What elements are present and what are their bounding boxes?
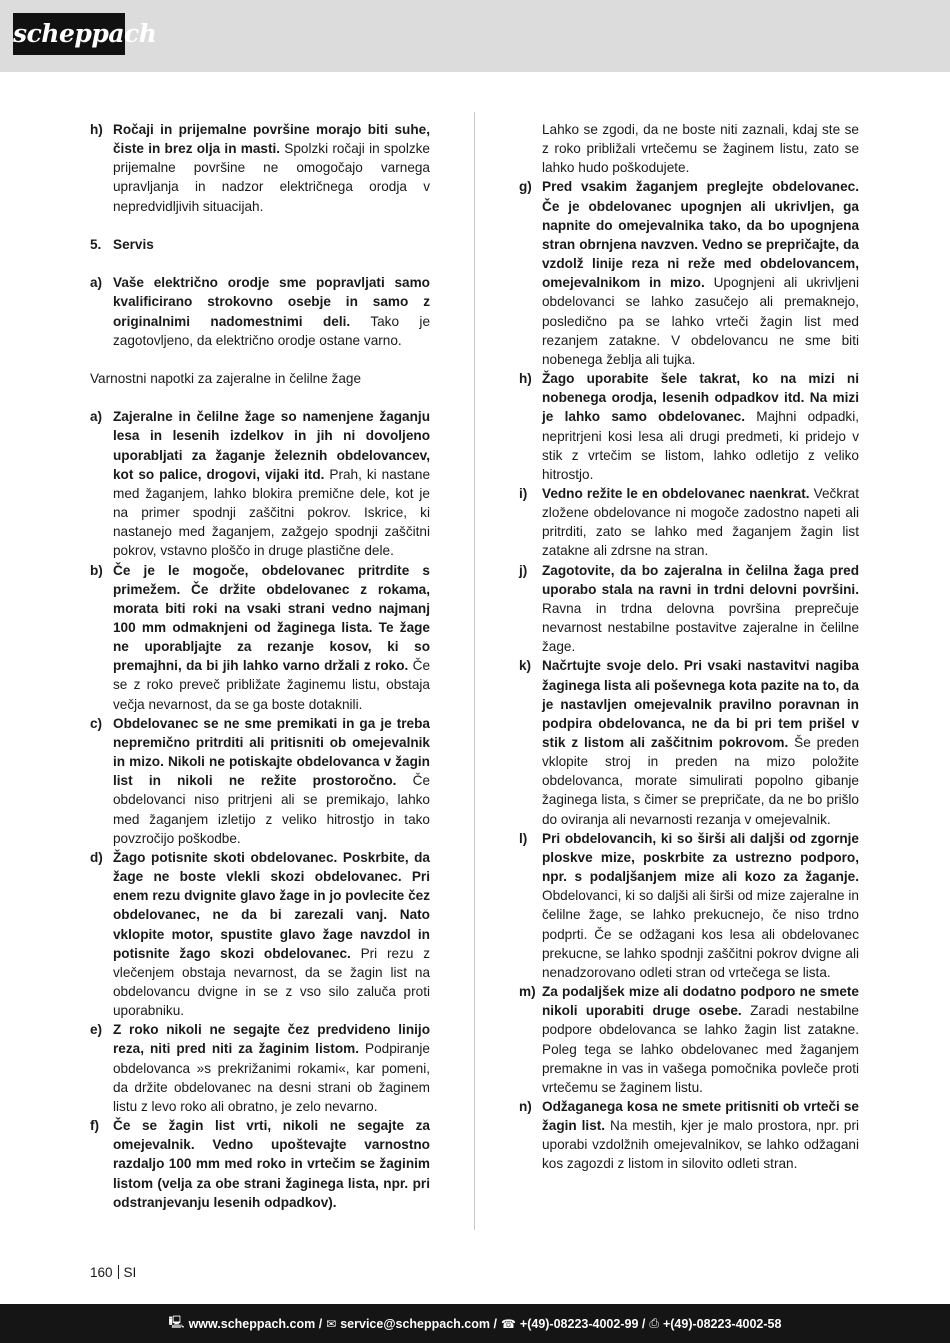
- continued-text: Lahko se zgodi, da ne boste niti zaznali, kdaj ste se z roko približali vrtečemu se žaginem listu, zato se lahko hudo poškodujete.: [542, 122, 859, 176]
- item-body: Na mestih, kjer je malo prostora, npr. pri uporabi vzdolžnih omejevalnikov, se lahko odžagani kos zagozdi z listom in silovito odleti stran.: [542, 1118, 859, 1172]
- item-text: [113, 1020, 430, 1116]
- brand-logo: scheppach: [13, 13, 125, 55]
- list-item: [519, 484, 859, 561]
- footer-web[interactable]: www.scheppach.com /: [188, 1316, 323, 1331]
- item-bold: Ročaji in prijemalne površine morajo biti suhe, čiste in brez olja in masti.: [113, 122, 430, 157]
- item-label: a): [90, 409, 103, 425]
- item-bold: Zagotovite, da bo zajeralna in čelilna žaga pred uporabo stala na ravni in trdni delovni površini.: [542, 562, 859, 597]
- footer-mail[interactable]: service@scheppach.com /: [340, 1316, 497, 1331]
- item-body: Tako je zagotovljeno, da električno orodje ostane varno.: [113, 313, 431, 348]
- item-bold: Če se žagin list vrti, nikoli ne segajte za omejevalnik. Vedno upoštevajte varnostno razdaljo 100 mm med roko in vrtečim se žaginim listom (velja za obe strani žaginega lista, npr. pri odstranjevanju lesenih odpadkov).: [113, 1118, 430, 1210]
- section-heading: [90, 235, 430, 254]
- section-number: 5.: [90, 236, 102, 252]
- left-column: [90, 120, 430, 1212]
- item-label: n): [519, 1098, 532, 1114]
- list-item: [519, 1097, 859, 1174]
- right-column: [519, 120, 859, 1174]
- item-bold: Vedno režite le en obdelovanec naenkrat.: [542, 485, 810, 501]
- item-label: l): [519, 830, 528, 846]
- item-bold: Načrtujte svoje delo. Pri vsaki nastavitvi nagiba žaginega lista ali poševnega kota pazite na to, da je nastavljen omejevalnik pravilno poravnan in podpira obdelovanca, ne da bi pri tem prišel v stik z listom ali zaščitnim pokrovom.: [542, 658, 859, 750]
- item-text: [542, 561, 859, 657]
- item-bold: Pri obdelovancih, ki so širši ali daljši od zgornje ploskve mize, poskrbite za ustrezno podporo, npr. s podaljšanjem mize ali kozo za žaganje.: [542, 830, 859, 885]
- item-body: Če se z roko preveč približate žaginemu listu, obstaja večja nevarnost, da se ga boste dotaknili.: [113, 658, 431, 712]
- item-text: [113, 407, 430, 560]
- item-text: [542, 1097, 859, 1174]
- item-label: c): [90, 715, 103, 731]
- list-item: [90, 407, 430, 560]
- footer-bar: [0, 1304, 950, 1343]
- item-bold: Za podaljšek mize ali dodatno podporo ne smete nikoli uporabiti druge osebe.: [542, 984, 859, 1019]
- list-item: [519, 369, 859, 484]
- item-body: Zaradi nestabilne podpore obdelovanca se lahko žagin list zatakne. Poleg tega se lahko obdelovanec med žaganjem premakne in vas in vašega pomočnika povleče proti vrtečemu se žaginem listu.: [542, 1003, 859, 1095]
- subsection-heading: Varnostni napotki za zajeralne in čelilne žage: [90, 370, 362, 386]
- item-bold: Žago potisnite skoti obdelovanec. Poskrbite, da žage ne boste vlekli skozi obdelovanec. Pri enem rezu dvignite glavo žage in jo povlecite čez obdelovanec, ne da bi zarezali vanj. Nato vklopite motor, spustite glavo žage navzdol in potisnite žago skozi obdelovanec.: [113, 849, 430, 961]
- item-text: [113, 120, 430, 216]
- item-text: [542, 656, 859, 828]
- header-band: [0, 0, 950, 72]
- list-item: [90, 848, 430, 1020]
- item-label: h): [90, 122, 103, 137]
- item-text: [113, 714, 430, 848]
- item-text: [542, 829, 859, 982]
- item-text: [542, 484, 859, 561]
- item-body: Pri rezu z vlečenjem obstaja nevarnost, da se žagin list na obdelovancu dvigne in se z vso silo zaluča proti uporabniku.: [113, 945, 430, 1019]
- item-label: h): [519, 371, 532, 387]
- item-label: f): [90, 1118, 100, 1134]
- list-item: [519, 177, 859, 369]
- item-text: [542, 369, 859, 484]
- footer-fax: +(49)-08223-4002-58: [662, 1316, 782, 1331]
- item-text: [542, 982, 859, 1097]
- list-item: [519, 656, 859, 828]
- list-item: [90, 273, 430, 350]
- item-text: [542, 177, 859, 369]
- item-bold: Z roko nikoli ne segajte čez predvideno linijo reza, niti pred niti za žaginim listom.: [113, 1022, 430, 1057]
- item-body: Podpiranje obdelovanca »s prekrižanimi rokami«, kar pomeni, da držite obdelovanec na desni strani ob žaginem listu z levo roko ali obratno, je zelo nevarno.: [113, 1041, 430, 1114]
- item-label: i): [519, 485, 528, 501]
- item-body: Prah, ki nastane med žaganjem, lahko blokira premične dele, kot je na primer spodnji zaščitni pokrov. Iskrice, ki nastanejo med žaganjem, zažgejo spodnji zaščitni pokrov, vstavno ploščo in druge plastične dele.: [113, 466, 431, 559]
- page-number: [90, 1265, 136, 1280]
- list-item: [90, 561, 430, 714]
- list-item: [90, 1020, 430, 1116]
- item-label: d): [90, 849, 103, 865]
- item-label: a): [90, 275, 103, 291]
- item-label: e): [90, 1022, 103, 1038]
- item-body: Večkrat zložene obdelovance ni mogoče zadostno napeti ali pritrditi, zato se lahko med žaganjem žagin list zatakne ali zdrsne na stran.: [542, 485, 859, 559]
- item-body: Upognjeni ali ukrivljeni obdelovanci se lahko zasučejo ali premaknejo, posledično pa se lahko vrteči žagin list med rezanjem zatakne. V obdelovancu ne sme biti nobenega žeblja ali tujka.: [542, 275, 860, 367]
- item-bold: Pred vsakim žaganjem preglejte obdelovanec. Če je obdelovanec upognjen ali ukrivljen, ga napnite do omejevalnika tako, da bo upognjena stran obrnjena navzven. Vedno se prepričajte, da vzdolž linije reza ni reže med obdelovancem, omejevalnikom in mizo.: [542, 179, 859, 291]
- item-bold: Če je le mogoče, obdelovanec pritrdite s primežem. Če držite obdelovanec z rokama, morata biti roki na vsaki strani vedno najmanj 100 mm odmaknjeni od žaginega lista. Te žage ne uporabljajte za rezanje kosov, ki so premajhni, da bi jih lahko varno držali z roko.: [113, 562, 430, 674]
- list-item: [519, 982, 859, 1097]
- computer-icon: 🖳: [168, 1315, 185, 1329]
- item-bold: Obdelovanec se ne sme premikati in ga je treba nepremično pritrditi ali pritisniti ob omejevalnik in mizo. Nikoli ne potiskajte obdelovanca v žagin list in nikoli ne režite prostoročno.: [113, 715, 430, 789]
- page-number-value: 160: [90, 1265, 113, 1280]
- item-body: Spolzki ročaji in spolzke prijemalne površine ne omogočajo varnega upravljanja in nadzor električnega orodja v nepredvidljivih situacijah.: [113, 141, 430, 214]
- section-title: Servis: [113, 236, 154, 252]
- list-item: [90, 1116, 430, 1212]
- item-bold: Žago uporabite šele takrat, ko na mizi ni nobenega orodja, lesenih odpadkov itd. Na mizi je lahko samo obdelovanec.: [542, 371, 859, 425]
- phone-icon: ☎: [500, 1316, 516, 1331]
- list-item: [519, 829, 859, 982]
- item-bold: Odžaganega kosa ne smete pritisniti ob vrteči se žagin list.: [542, 1098, 859, 1134]
- list-item: [90, 714, 430, 848]
- item-text: [113, 561, 430, 714]
- item-text: [113, 273, 430, 350]
- item-body: Še preden vklopite stroj in preden na mizo položite obdelovanca, morate simulirati popolno gibanje žaginega lista, s čimer se prepričate, da ne bo prišlo do oviranja ali nevarnosti rezanja v omejevalnik.: [542, 735, 860, 827]
- mail-icon: ✉: [326, 1316, 337, 1331]
- item-bold: Vaše električno orodje sme popravljati samo kvalificirano strokovno osebje in samo z originalnimi nadomestnimi deli.: [113, 275, 430, 329]
- column-divider: [474, 112, 475, 1230]
- item-label: b): [90, 562, 103, 578]
- item-body: Ravna in trdna delovna površina preprečuje nevarnost nestabilne postavitve zajeralne in čelilne žage.: [542, 600, 859, 655]
- list-item: [519, 561, 859, 657]
- page-language: SI: [123, 1265, 137, 1280]
- item-body: Če obdelovanci niso pritrjeni ali se premikajo, lahko med žaganjem izletijo z veliko hitrostjo in tako povzročijo poškodbe.: [113, 773, 430, 846]
- footer-phone: +(49)-08223-4002-99 /: [519, 1316, 646, 1331]
- item-label: m): [519, 984, 536, 1000]
- item-body: Obdelovanci, ki so daljši ali širši od mize zajeralne in čelilne žage, se lahko prekucnejo, če niso trdno podprti. Če se odžagani kos lesa ali obdelovanec prekucne, se lahko spodnji zaščitni pokrov dvigne ali nenadzorovano odleti stran od vrtečega se lista.: [542, 888, 859, 980]
- item-label: j): [519, 562, 528, 578]
- fax-icon: ⎙: [649, 1316, 659, 1330]
- item-label: g): [519, 179, 532, 195]
- item-body: Majhni odpadki, nepritrjeni kosi lesa ali drugi predmeti, ki pridejo v stik z vrtečim se listom, lahko odletijo z veliko hitrostjo.: [542, 409, 859, 482]
- item-text: [113, 1116, 430, 1212]
- list-item: [90, 120, 430, 216]
- item-bold: Zajeralne in čelilne žage so namenjene žaganju lesa in lesenih izdelkov in jih ni dovoljeno uporabljati za žaganje železnih obdelovancev, kot so palice, drogovi, vijaki itd.: [113, 409, 430, 482]
- item-label: k): [519, 658, 532, 674]
- item-text: [113, 848, 430, 1020]
